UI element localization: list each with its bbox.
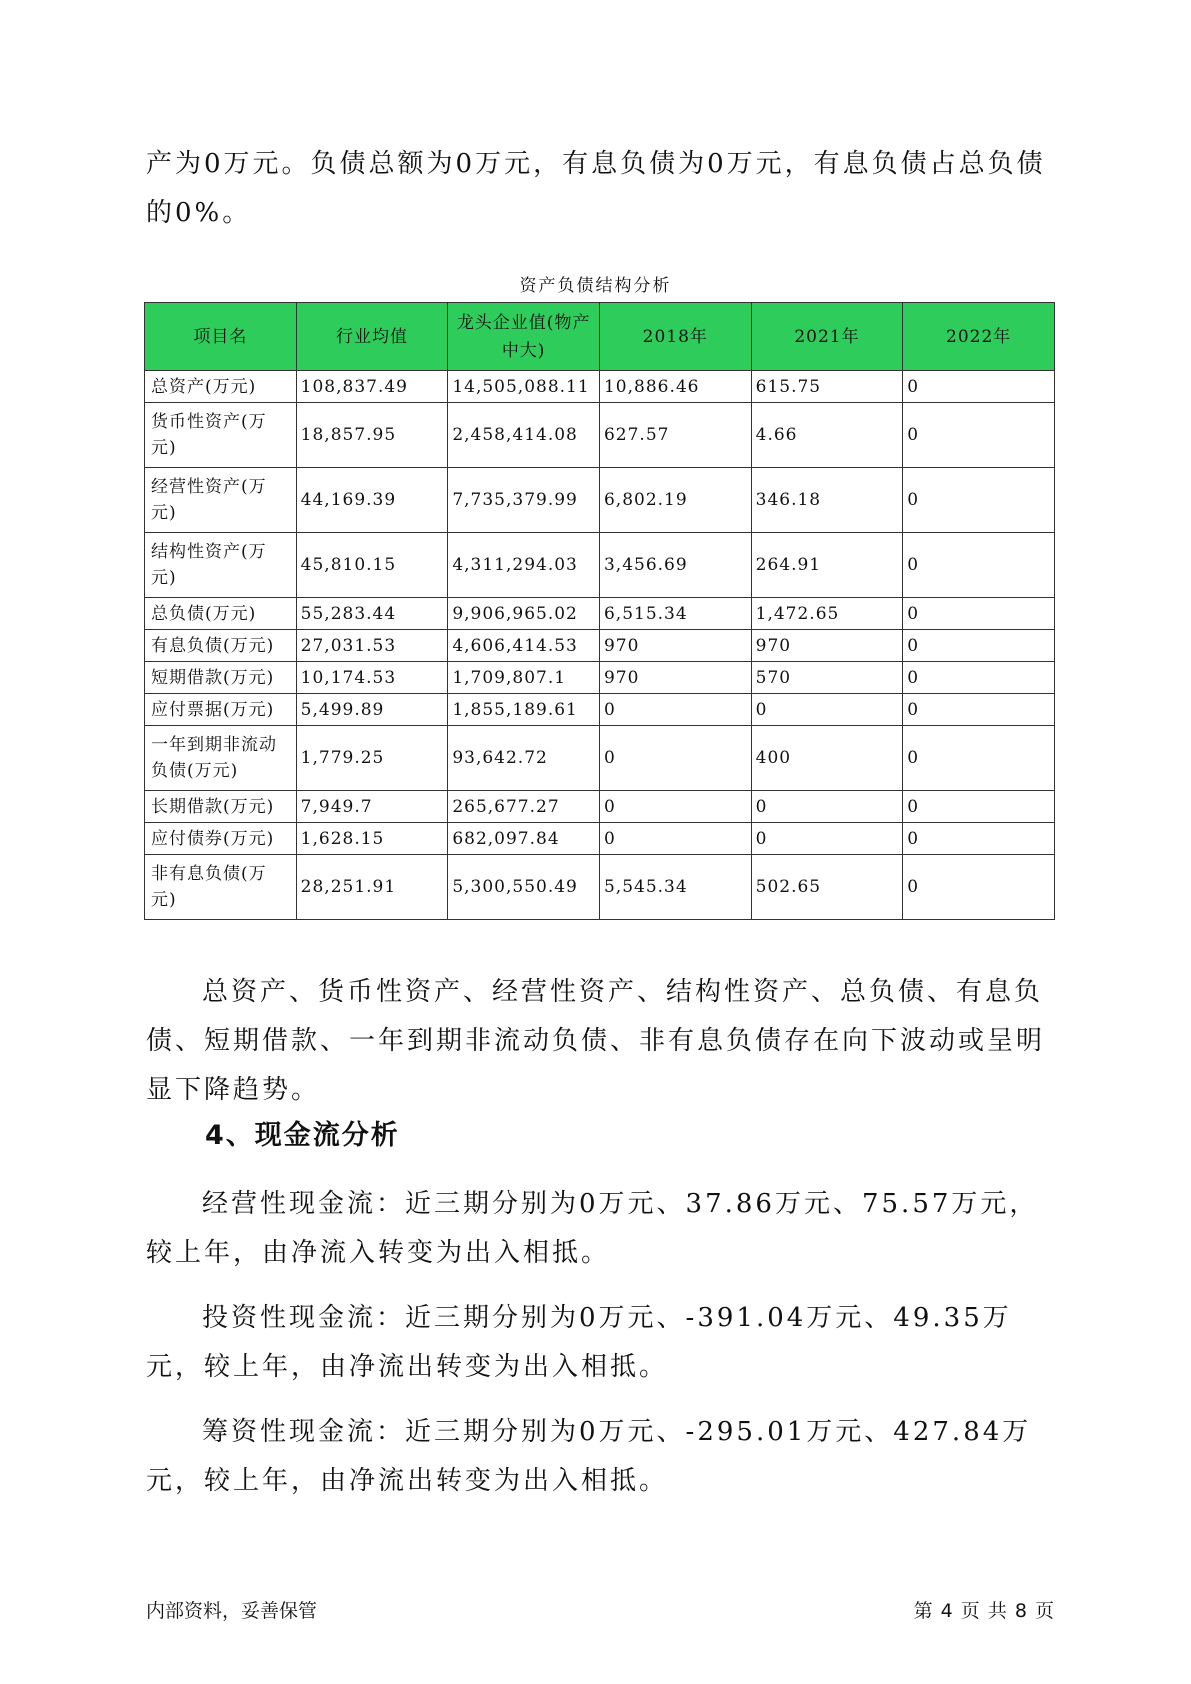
row-label: 长期借款(万元) [145, 791, 297, 823]
row-label: 短期借款(万元) [145, 662, 297, 694]
cell-industry-avg: 1,628.15 [296, 823, 448, 855]
row-label: 总负债(万元) [145, 598, 297, 630]
row-label: 应付债券(万元) [145, 823, 297, 855]
cell-2022: 0 [903, 855, 1055, 920]
table-row [145, 791, 1055, 823]
cell-2022: 0 [903, 630, 1055, 662]
header-industry-avg: 行业均值 [296, 303, 448, 371]
row-label: 应付票据(万元) [145, 694, 297, 726]
cell-2021: 970 [751, 630, 903, 662]
cell-2022: 0 [903, 662, 1055, 694]
header-2018: 2018年 [599, 303, 751, 371]
table-row [145, 855, 1055, 920]
cell-leader-value: 1,709,807.1 [448, 662, 600, 694]
row-label: 货币性资产(万元) [145, 403, 297, 468]
cell-leader-value: 93,642.72 [448, 726, 600, 791]
table-row [145, 598, 1055, 630]
footer-page-number: 第 4 页 共 8 页 [913, 1600, 1055, 1622]
cell-2021: 0 [751, 694, 903, 726]
cell-2021: 346.18 [751, 468, 903, 533]
cell-industry-avg: 108,837.49 [296, 371, 448, 403]
cell-leader-value: 4,606,414.53 [448, 630, 600, 662]
cell-2021: 0 [751, 791, 903, 823]
table-row [145, 823, 1055, 855]
table-row [145, 468, 1055, 533]
cell-industry-avg: 5,499.89 [296, 694, 448, 726]
cell-leader-value: 5,300,550.49 [448, 855, 600, 920]
table-row [145, 533, 1055, 598]
intro-paragraph: 产为0万元。负债总额为0万元，有息负债为0万元，有息负债占总负债的0%。 [146, 149, 1046, 228]
cell-2018: 10,886.46 [599, 371, 751, 403]
cell-leader-value: 265,677.27 [448, 791, 600, 823]
cell-industry-avg: 18,857.95 [296, 403, 448, 468]
cell-2022: 0 [903, 726, 1055, 791]
cell-2018: 0 [599, 726, 751, 791]
header-leader-value: 龙头企业值(物产中大) [448, 303, 600, 371]
section-heading: 4、现金流分析 [205, 1120, 400, 1151]
cell-industry-avg: 27,031.53 [296, 630, 448, 662]
cell-leader-value: 4,311,294.03 [448, 533, 600, 598]
cell-leader-value: 1,855,189.61 [448, 694, 600, 726]
cell-2021: 4.66 [751, 403, 903, 468]
cell-2021: 264.91 [751, 533, 903, 598]
table-row [145, 662, 1055, 694]
cell-industry-avg: 44,169.39 [296, 468, 448, 533]
cell-2021: 615.75 [751, 371, 903, 403]
header-2021: 2021年 [751, 303, 903, 371]
header-item-name: 项目名 [145, 303, 297, 371]
cell-2018: 0 [599, 694, 751, 726]
cell-2022: 0 [903, 468, 1055, 533]
table-header-row [145, 303, 1055, 371]
operating-cashflow-paragraph: 经营性现金流：近三期分别为0万元、37.86万元、75.57万元，较上年，由净流入转变为出入相抵。 [146, 1189, 1039, 1268]
cell-leader-value: 2,458,414.08 [448, 403, 600, 468]
cell-2022: 0 [903, 403, 1055, 468]
cell-2018: 627.57 [599, 403, 751, 468]
cell-2018: 5,545.34 [599, 855, 751, 920]
table-caption: 资产负债结构分析 [519, 276, 672, 296]
cell-2022: 0 [903, 791, 1055, 823]
cell-industry-avg: 55,283.44 [296, 598, 448, 630]
cell-2022: 0 [903, 533, 1055, 598]
row-label: 一年到期非流动负债(万元) [145, 726, 297, 791]
cell-2018: 0 [599, 791, 751, 823]
cell-2018: 6,802.19 [599, 468, 751, 533]
balance-structure-table [144, 302, 1055, 920]
row-label: 结构性资产(万元) [145, 533, 297, 598]
cell-2022: 0 [903, 371, 1055, 403]
cell-2021: 1,472.65 [751, 598, 903, 630]
cell-2018: 0 [599, 823, 751, 855]
cell-2018: 970 [599, 630, 751, 662]
cell-2021: 0 [751, 823, 903, 855]
header-2022: 2022年 [903, 303, 1055, 371]
cell-2022: 0 [903, 823, 1055, 855]
table-row [145, 371, 1055, 403]
cell-2022: 0 [903, 694, 1055, 726]
cell-industry-avg: 45,810.15 [296, 533, 448, 598]
row-label: 经营性资产(万元) [145, 468, 297, 533]
cell-industry-avg: 28,251.91 [296, 855, 448, 920]
investing-cashflow-paragraph: 投资性现金流：近三期分别为0万元、-391.04万元、49.35万元，较上年，由净流出转变为出入相抵。 [146, 1303, 1012, 1382]
trend-paragraph: 总资产、货币性资产、经营性资产、结构性资产、总负债、有息负债、短期借款、一年到期非流动负债、非有息负债存在向下波动或呈明显下降趋势。 [146, 977, 1046, 1105]
financing-cashflow-paragraph: 筹资性现金流：近三期分别为0万元、-295.01万元、427.84万元，较上年，由净流出转变为出入相抵。 [146, 1417, 1032, 1496]
cell-industry-avg: 7,949.7 [296, 791, 448, 823]
table-row [145, 403, 1055, 468]
cell-leader-value: 14,505,088.11 [448, 371, 600, 403]
cell-leader-value: 7,735,379.99 [448, 468, 600, 533]
cell-2018: 3,456.69 [599, 533, 751, 598]
cell-2018: 970 [599, 662, 751, 694]
cell-2021: 400 [751, 726, 903, 791]
table-row [145, 630, 1055, 662]
table-row [145, 694, 1055, 726]
cell-2022: 0 [903, 598, 1055, 630]
cell-2021: 502.65 [751, 855, 903, 920]
cell-2021: 570 [751, 662, 903, 694]
row-label: 有息负债(万元) [145, 630, 297, 662]
cell-leader-value: 9,906,965.02 [448, 598, 600, 630]
cell-leader-value: 682,097.84 [448, 823, 600, 855]
cell-industry-avg: 1,779.25 [296, 726, 448, 791]
cell-2018: 6,515.34 [599, 598, 751, 630]
row-label: 非有息负债(万元) [145, 855, 297, 920]
cell-industry-avg: 10,174.53 [296, 662, 448, 694]
footer-confidential: 内部资料，妥善保管 [146, 1600, 318, 1622]
table-row [145, 726, 1055, 791]
row-label: 总资产(万元) [145, 371, 297, 403]
